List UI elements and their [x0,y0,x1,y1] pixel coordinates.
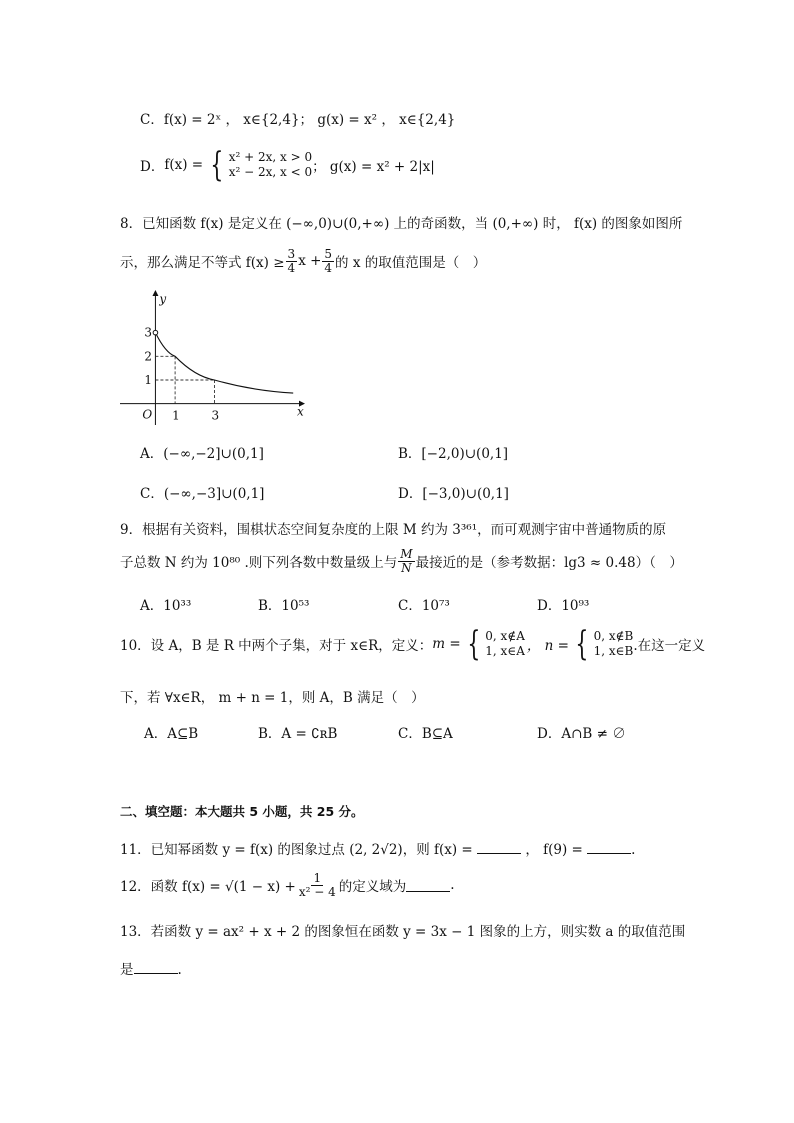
q8-line2-prefix: 示，那么满足不等式 f(x) ≥ [120,255,285,272]
q10-n-piecewise [571,624,634,664]
y-tick-label-0: 1 [144,373,153,387]
q8-fraction-2 [322,248,334,274]
q13-line2 [120,958,182,978]
q8-line2-suffix: 的 x 的取值范围是（ ） [335,255,487,272]
q7-option-d-piecewise [206,145,313,185]
q7-option-d-case1: x² + 2x, x > 0 [228,150,313,164]
x-axis-label: x [297,404,304,419]
y-axis-label: y [159,292,167,306]
q11-end: . [631,842,636,858]
q8-fraction-1-num: 3 [287,247,296,261]
q9-option-c[interactable]: C．10⁷³ [398,598,450,614]
q9-option-a[interactable]: A．10³³ [140,598,192,614]
q8-function-graph [120,290,305,425]
q10-option-c[interactable]: C．B⊆A [398,726,453,742]
q7-option-d-label: D． [140,159,165,175]
q12-fraction-den: x² − 4 [298,884,336,899]
q8-fraction-1-den: 4 [287,260,296,275]
q12-end: . [450,877,455,894]
q10-option-a[interactable]: A．A⊆B [144,726,199,742]
q8-fraction-2-num: 5 [324,247,333,261]
q9-option-d[interactable]: D．10⁹³ [537,598,590,614]
q7-option-d-case2: x² − 2x, x < 0 [228,165,313,179]
q11-line [120,838,635,858]
q12-fraction-num: 1 [313,871,322,885]
q8-option-d[interactable]: D．[−3,0)∪(0,1] [398,486,509,502]
q10-option-d[interactable]: D．A∩B ≠ ∅ [537,726,626,742]
q11-answer-blank-1[interactable] [477,841,521,854]
q8-fraction-2-den: 4 [324,260,333,275]
origin-label: O [142,407,153,422]
q8-mid: x + [298,253,322,270]
q8-option-c[interactable]: C．(−∞,−3]∪(0,1] [140,486,265,502]
q12-prefix: 12．函数 f(x) = √(1 − x) + [120,879,296,896]
q8-line1: 8．已知函数 f(x) 是定义在 (−∞,0)∪(0,+∞) 上的奇函数，当 (0,+∞) 时， f(x) 的图象如图所 [120,216,683,232]
q12-answer-blank[interactable] [406,879,450,892]
y-axis-arrow-icon [152,290,158,296]
q10-n-case2: 1, x∈B [593,644,634,658]
q11-answer-blank-2[interactable] [587,841,631,854]
y-tick-label-1: 2 [144,349,153,364]
q7-option-d-g: ； g(x) = x² + 2|x| [312,159,435,175]
q10-prefix: 10．设 A，B 是 R 中两个子集，对于 x∈R，定义： [120,638,433,654]
section-2-heading: 二、填空题：本大题共 5 小题，共 25 分。 [120,804,364,819]
open-point-icon [153,330,158,335]
q12-fraction [297,872,338,898]
q11-prefix: 11．已知幂函数 y = f(x) 的图象过点 (2, 2√2)，则 f(x) = [120,842,473,858]
q10-m-piecewise [463,624,525,664]
x-tick-label-0: 1 [172,408,180,423]
q13-line1: 13．若函数 y = ax² + x + 2 的图象恒在函数 y = 3x − 1 图象的上方，则实数 a 的取值范围 [120,924,686,940]
q7-option-c [140,108,455,128]
q9-fraction [398,548,414,574]
q8-line2 [120,248,486,274]
q7-option-d-f-prefix: f(x) = [164,157,204,173]
q9-fraction-den: N [401,560,412,575]
y-tick-label-2: 3 [144,325,153,340]
left-brace-icon: { [466,624,480,664]
q7-option-c-text: f(x) = 2ˣ ， x∈{2,4}； g(x) = x² ， x∈{2,4} [163,112,456,128]
q8-fraction-1 [286,248,298,274]
left-brace-icon: { [210,145,224,185]
q10-suffix: .在这一定义 [633,638,706,654]
x-tick-label-1: 3 [211,408,220,423]
q9-line2-suffix: 最接近的是（参考数据：lg3 ≈ 0.48）（ ） [415,555,683,572]
q12-suffix: 的定义域为 [338,879,407,896]
q9-line1: 9．根据有关资料，围棋状态空间复杂度的上限 M 约为 3³⁶¹，而可观测宇宙中普通物质的原 [120,522,667,538]
left-brace-icon: { [575,624,589,664]
q10-m-case1: 0, x∉A [485,629,525,643]
function-curve [155,333,293,393]
q7-option-d [140,145,435,185]
q10-n-case1: 0, x∉B [593,629,634,643]
q10-n-label: ， n = [526,638,569,654]
q13-answer-blank[interactable] [134,961,178,974]
q9-line2 [120,548,683,574]
q11-mid: ， f(9) = [525,842,583,858]
q12-line [120,872,455,898]
q10-m-case2: 1, x∈A [485,644,525,658]
q10-line1 [120,624,706,664]
q9-option-b[interactable]: B．10⁵³ [258,598,310,614]
q13-line2-prefix: 是 [120,962,134,978]
q9-line2-prefix: 子总数 N 约为 10⁸⁰ .则下列各数中数量级上与 [120,555,398,572]
q13-end: . [177,962,182,978]
q10-line2: 下，若 ∀x∈R， m + n = 1，则 A，B 满足（ ） [120,690,425,706]
q10-m-label: m = [432,636,461,652]
q9-fraction-num: M [400,547,413,561]
q10-option-b[interactable]: B．A = ∁ʀB [258,726,338,742]
q7-option-c-label: C． [140,112,164,128]
q8-option-b[interactable]: B．[−2,0)∪(0,1] [398,446,509,462]
q8-option-a[interactable]: A．(−∞,−2]∪(0,1] [140,446,264,462]
